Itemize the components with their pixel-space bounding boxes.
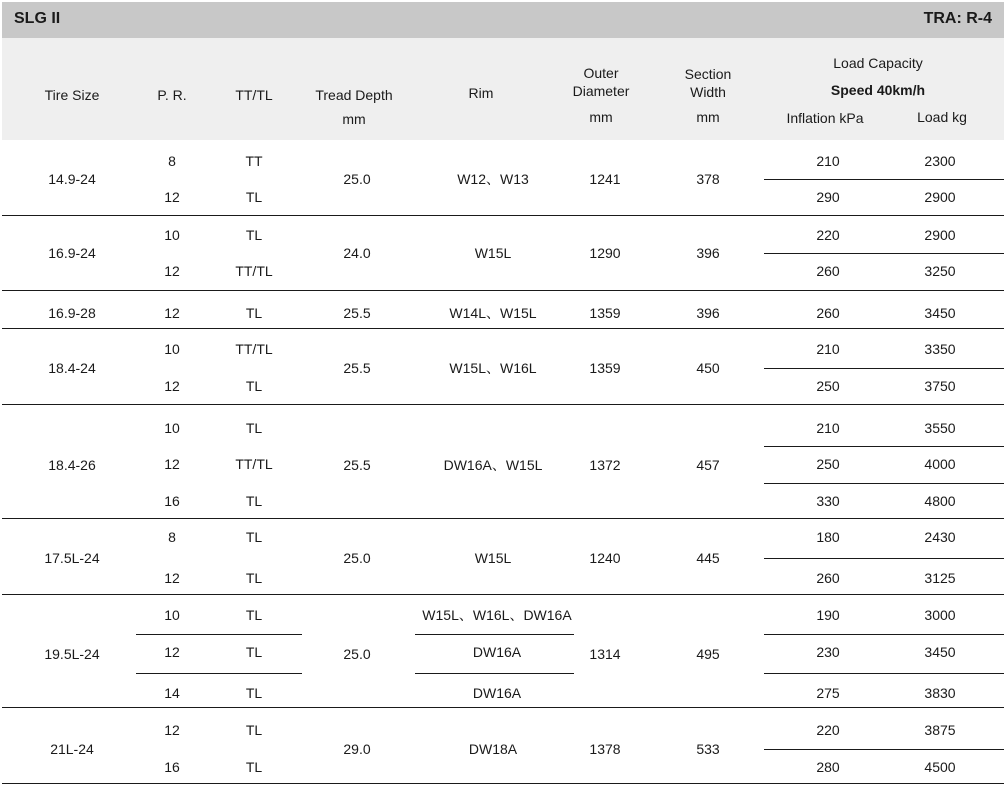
header-load: Load kg: [917, 109, 967, 125]
tube-type-cell: TT: [245, 153, 263, 169]
inflation-cell: 190: [816, 607, 840, 623]
standard-label: TRA: R-4: [923, 10, 992, 27]
header-inflation: Inflation kPa: [786, 110, 864, 126]
tread-depth-cell: 25.5: [343, 456, 371, 473]
load-row-separator: [764, 483, 1004, 484]
header-rim: Rim: [468, 85, 494, 101]
inflation-cell: 220: [816, 722, 840, 738]
group-separator: [2, 290, 1004, 291]
load-row-separator: [764, 673, 1004, 674]
ply-rating-cell: 16: [164, 759, 180, 775]
ply-rating-cell: 12: [164, 305, 180, 321]
load-row-separator: [764, 253, 1004, 254]
ply-rating-cell: 10: [164, 420, 180, 436]
load-cell: 3000: [924, 607, 956, 623]
inflation-cell: 260: [816, 305, 840, 321]
inflation-cell: 260: [816, 263, 840, 279]
load-cell: 3875: [924, 722, 956, 738]
tire-size-cell: 21L-24: [50, 740, 94, 757]
load-cell: 2900: [924, 189, 956, 205]
header-section-width-2: Width: [690, 84, 726, 100]
ply-rating-cell: 14: [164, 685, 180, 701]
load-cell: 4500: [924, 759, 956, 775]
group-separator: [2, 594, 1004, 595]
ply-rating-cell: 12: [164, 378, 180, 394]
group-separator: [2, 215, 1004, 216]
load-cell: 3450: [924, 305, 956, 321]
rim-cell: DW16A、W15L: [443, 456, 543, 473]
tube-type-cell: TT/TL: [235, 263, 273, 279]
inflation-cell: 250: [816, 456, 840, 472]
load-row-separator: [764, 634, 1004, 635]
ply-rating-cell: 12: [164, 189, 180, 205]
outer-diameter-cell: 1359: [589, 305, 621, 321]
section-width-cell: 495: [696, 646, 720, 662]
outer-diameter-cell: 1290: [589, 245, 621, 261]
ply-rating-cell: 8: [168, 529, 176, 545]
tube-type-cell: TL: [245, 305, 263, 321]
load-cell: 2900: [924, 227, 956, 243]
header-tt-tl: TT/TL: [235, 87, 273, 103]
tube-type-cell: TL: [245, 493, 263, 509]
tube-type-cell: TL: [245, 189, 263, 205]
rim-cell: DW16A: [472, 644, 522, 660]
section-width-cell: 378: [696, 171, 720, 187]
ply-rating-cell: 12: [164, 570, 180, 586]
load-cell: 3450: [924, 644, 956, 660]
load-row-separator: [764, 368, 1004, 369]
tube-type-cell: TL: [245, 420, 263, 436]
section-width-cell: 457: [696, 456, 720, 473]
tube-type-cell: TL: [245, 570, 263, 586]
tread-depth-cell: 25.5: [343, 359, 371, 376]
group-separator: [2, 404, 1004, 405]
tread-depth-cell: 25.5: [343, 305, 371, 321]
table-header: [2, 38, 1004, 140]
tube-type-cell: TT/TL: [235, 341, 273, 357]
header-speed: Speed 40km/h: [830, 82, 926, 98]
rim-cell: W15L、W16L、DW16A: [422, 607, 572, 623]
ply-rating-cell: 12: [164, 263, 180, 279]
outer-diameter-cell: 1359: [589, 359, 621, 376]
section-width-cell: 445: [696, 549, 720, 566]
tube-type-cell: TL: [245, 529, 263, 545]
inflation-cell: 220: [816, 227, 840, 243]
tube-type-cell: TL: [245, 378, 263, 394]
group-separator: [2, 707, 1004, 708]
load-cell: 3350: [924, 341, 956, 357]
tread-depth-cell: 24.0: [343, 245, 371, 261]
rim-cell: W12、W13: [457, 171, 529, 187]
group-separator: [2, 783, 1004, 784]
tire-size-cell: 17.5L-24: [44, 549, 100, 566]
outer-diameter-cell: 1372: [589, 456, 621, 473]
outer-diameter-cell: 1314: [589, 646, 621, 662]
header-pr: P. R.: [157, 87, 187, 103]
title-bar: [2, 2, 1004, 38]
header-section-unit: mm: [696, 109, 720, 125]
rim-cell: DW16A: [472, 685, 522, 701]
inflation-cell: 290: [816, 189, 840, 205]
inflation-cell: 230: [816, 644, 840, 660]
rim-row-separator: [415, 634, 574, 635]
ply-rating-cell: 12: [164, 722, 180, 738]
load-cell: 3125: [924, 570, 956, 586]
header-tread-unit: mm: [342, 111, 366, 127]
header-tread-depth: Tread Depth: [315, 87, 393, 103]
load-cell: 3250: [924, 263, 956, 279]
tube-type-cell: TL: [245, 644, 263, 660]
load-cell: 4800: [924, 493, 956, 509]
load-cell: 3830: [924, 685, 956, 701]
ply-rating-cell: 10: [164, 227, 180, 243]
header-tire-size: Tire Size: [44, 87, 100, 103]
outer-diameter-cell: 1240: [589, 549, 621, 566]
header-outer-diameter-1: Outer: [583, 65, 619, 81]
load-row-separator: [764, 179, 1004, 180]
outer-diameter-cell: 1241: [589, 171, 621, 187]
tube-type-cell: TL: [245, 722, 263, 738]
outer-diameter-cell: 1378: [589, 740, 621, 757]
ply-rating-cell: 8: [168, 153, 176, 169]
load-row-separator: [764, 749, 1004, 750]
tread-depth-cell: 25.0: [343, 646, 371, 662]
tube-type-cell: TL: [245, 759, 263, 775]
rim-cell: W15L、W16L: [449, 359, 537, 376]
rim-cell: W15L: [474, 245, 512, 261]
ply-rating-cell: 12: [164, 456, 180, 472]
inflation-cell: 260: [816, 570, 840, 586]
product-name: SLG II: [14, 10, 61, 27]
load-row-separator: [764, 446, 1004, 447]
tube-type-cell: TL: [245, 227, 263, 243]
ply-rating-cell: 16: [164, 493, 180, 509]
inflation-cell: 210: [816, 153, 840, 169]
section-width-cell: 533: [696, 740, 720, 757]
ply-rating-cell: 12: [164, 644, 180, 660]
tube-type-cell: TT/TL: [235, 456, 273, 472]
load-row-separator: [764, 558, 1004, 559]
inflation-cell: 210: [816, 420, 840, 436]
inflation-cell: 180: [816, 529, 840, 545]
rim-cell: W14L、W15L: [449, 305, 537, 321]
inflation-cell: 280: [816, 759, 840, 775]
header-section-width-1: Section: [684, 66, 732, 82]
tire-size-cell: 16.9-28: [48, 305, 96, 321]
rim-row-separator: [415, 673, 574, 674]
load-cell: 3550: [924, 420, 956, 436]
tire-size-cell: 18.4-24: [48, 359, 96, 376]
tire-size-cell: 18.4-26: [48, 456, 96, 473]
group-separator: [2, 328, 1004, 329]
pr-row-separator: [136, 634, 302, 635]
section-width-cell: 396: [696, 305, 720, 321]
header-outer-diameter-2: Diameter: [572, 83, 630, 99]
section-width-cell: 396: [696, 245, 720, 261]
inflation-cell: 250: [816, 378, 840, 394]
tube-type-cell: TL: [245, 607, 263, 623]
inflation-cell: 210: [816, 341, 840, 357]
rim-cell: DW18A: [468, 740, 518, 757]
load-cell: 4000: [924, 456, 956, 472]
load-cell: 2430: [924, 529, 956, 545]
tread-depth-cell: 25.0: [343, 171, 371, 187]
tire-size-cell: 14.9-24: [48, 171, 96, 187]
pr-row-separator: [136, 673, 302, 674]
section-width-cell: 450: [696, 359, 720, 376]
inflation-cell: 275: [816, 685, 840, 701]
tire-size-cell: 19.5L-24: [44, 646, 100, 662]
tube-type-cell: TL: [245, 685, 263, 701]
tire-size-cell: 16.9-24: [48, 245, 96, 261]
tread-depth-cell: 25.0: [343, 549, 371, 566]
tread-depth-cell: 29.0: [343, 740, 371, 757]
header-outer-unit: mm: [589, 109, 613, 125]
group-separator: [2, 518, 1004, 519]
load-cell: 2300: [924, 153, 956, 169]
header-load-capacity: Load Capacity: [833, 55, 923, 71]
ply-rating-cell: 10: [164, 607, 180, 623]
rim-cell: W15L: [474, 549, 512, 566]
ply-rating-cell: 10: [164, 341, 180, 357]
inflation-cell: 330: [816, 493, 840, 509]
load-cell: 3750: [924, 378, 956, 394]
